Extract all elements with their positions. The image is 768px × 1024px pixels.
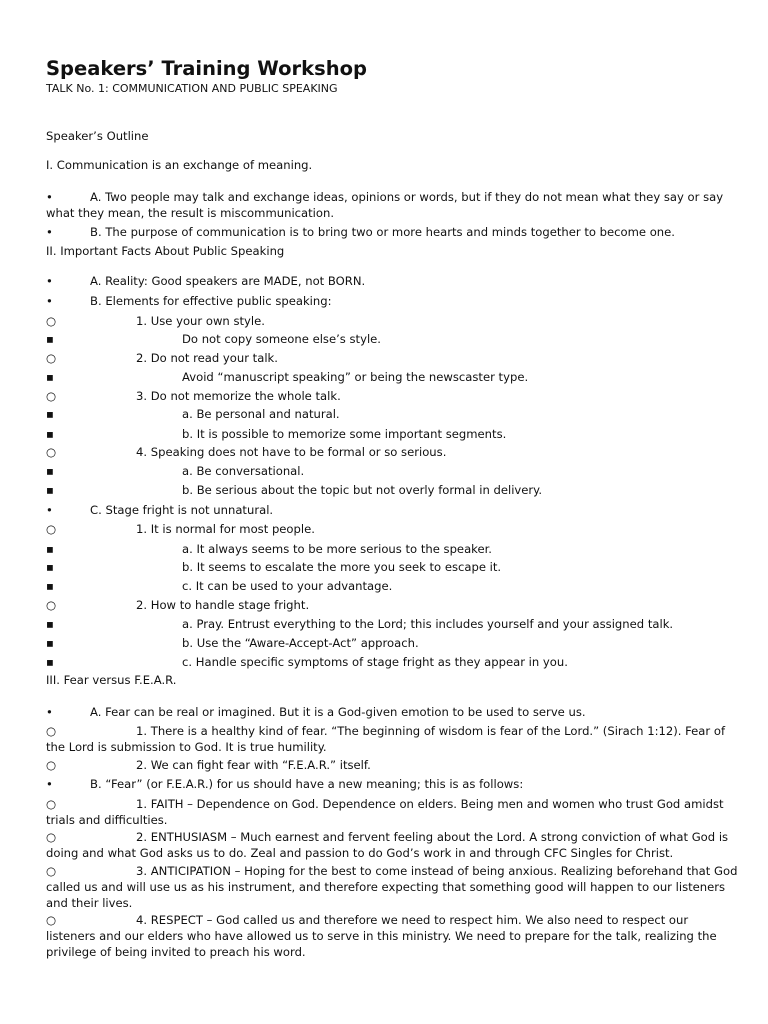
outline-item-text: B. The purpose of communication is to bring two or more hearts and minds together to become one. — [90, 225, 675, 239]
outline-item — [46, 224, 675, 240]
circle-bullet-icon: ○ — [46, 797, 57, 811]
outline-item-text: a. Be personal and natural. — [182, 407, 340, 421]
outline-item — [46, 350, 278, 366]
outline-item-continuation: and their lives. — [46, 896, 133, 910]
circle-bullet-icon: ○ — [46, 522, 57, 536]
outline-item-text: b. Use the “Aware-Accept-Act” approach. — [182, 636, 419, 650]
outline-item-text: a. Be conversational. — [182, 464, 305, 478]
outline-item — [46, 559, 501, 575]
outline-item — [46, 704, 586, 720]
outline-item-continuation: doing and what God asks us to do. Zeal and passion to do God’s work in and through CFC Singles for Christ. — [46, 846, 674, 860]
outline-item — [46, 635, 419, 651]
document-title: Speakers’ Training Workshop — [46, 57, 367, 80]
square-bullet-icon: ▪ — [46, 464, 54, 478]
outline-item — [46, 863, 737, 911]
circle-bullet-icon: ○ — [46, 758, 57, 772]
outline-item-continuation: what they mean, the result is miscommunication. — [46, 206, 335, 220]
outline-item — [46, 273, 365, 289]
outline-item — [46, 654, 568, 670]
outline-item-text: 1. It is normal for most people. — [136, 522, 315, 536]
square-bullet-icon: ▪ — [46, 370, 54, 384]
outline-item-text: 2. How to handle stage fright. — [136, 598, 310, 612]
outline-item — [46, 521, 315, 537]
outline-item-text: c. It can be used to your advantage. — [182, 579, 393, 593]
outline-item-text: A. Reality: Good speakers are MADE, not BORN. — [90, 274, 366, 288]
outline-item — [46, 128, 149, 144]
square-bullet-icon: ▪ — [46, 407, 54, 421]
outline-item-text: II. Important Facts About Public Speaking — [46, 244, 285, 258]
bullet-icon: • — [46, 274, 53, 288]
circle-bullet-icon: ○ — [46, 830, 57, 844]
outline-item — [46, 829, 728, 861]
outline-item-text: 2. ENTHUSIASM – Much earnest and fervent feeling about the Lord. A strong conviction of what God is — [136, 830, 729, 844]
outline-item — [46, 616, 673, 632]
outline-item — [46, 369, 528, 385]
circle-bullet-icon: ○ — [46, 389, 57, 403]
outline-item-text: b. It seems to escalate the more you seek to escape it. — [182, 560, 502, 574]
outline-item — [46, 757, 371, 773]
outline-item-text: 1. There is a healthy kind of fear. “The beginning of wisdom is fear of the Lord.” (Sirach 1:12). Fear of — [136, 724, 726, 738]
outline-item — [46, 502, 273, 518]
outline-item — [46, 189, 723, 221]
bullet-icon: • — [46, 705, 53, 719]
outline-item-text: 1. FAITH – Dependence on God. Dependence on elders. Being men and women who trust God amidst — [136, 797, 724, 811]
outline-item — [46, 293, 332, 309]
circle-bullet-icon: ○ — [46, 445, 57, 459]
circle-bullet-icon: ○ — [46, 314, 57, 328]
outline-item-continuation: trials and difficulties. — [46, 813, 168, 827]
outline-item-text: 3. ANTICIPATION – Hoping for the best to come instead of being anxious. Realizing beforehand that God — [136, 864, 738, 878]
outline-item-text: 2. We can fight fear with “F.E.A.R.” itself. — [136, 758, 371, 772]
circle-bullet-icon: ○ — [46, 864, 57, 878]
outline-item — [46, 776, 523, 792]
outline-item-continuation: privilege of being invited to preach his word. — [46, 945, 306, 959]
outline-item-text: 1. Use your own style. — [136, 314, 265, 328]
bullet-icon: • — [46, 777, 53, 791]
outline-item-text: B. Elements for effective public speaking: — [90, 294, 332, 308]
square-bullet-icon: ▪ — [46, 542, 54, 556]
outline-item — [46, 388, 341, 404]
outline-item — [46, 482, 542, 498]
bullet-icon: • — [46, 503, 53, 517]
outline-item-text: 4. RESPECT – God called us and therefore we need to respect him. We also need to respect our — [136, 913, 689, 927]
outline-item — [46, 426, 506, 442]
outline-item — [46, 243, 284, 259]
square-bullet-icon: ▪ — [46, 483, 54, 497]
outline-item-text: 3. Do not memorize the whole talk. — [136, 389, 341, 403]
outline-item-text: a. It always seems to be more serious to the speaker. — [182, 542, 492, 556]
outline-item-text: a. Pray. Entrust everything to the Lord; this includes yourself and your assigned talk. — [182, 617, 674, 631]
square-bullet-icon: ▪ — [46, 427, 54, 441]
outline-item — [46, 444, 446, 460]
outline-item-text: 4. Speaking does not have to be formal or so serious. — [136, 445, 447, 459]
bullet-icon: • — [46, 225, 53, 239]
outline-item-text: Speaker’s Outline — [46, 129, 149, 143]
circle-bullet-icon: ○ — [46, 913, 57, 927]
outline-item — [46, 672, 176, 688]
outline-item-continuation: called us and will use us as his instrument, and therefore expecting that something good will happen to our listeners — [46, 880, 726, 894]
document-subtitle: TALK No. 1: COMMUNICATION AND PUBLIC SPEAKING — [46, 82, 338, 95]
square-bullet-icon: ▪ — [46, 332, 54, 346]
outline-item — [46, 157, 312, 173]
bullet-icon: • — [46, 294, 53, 308]
outline-item-text: b. It is possible to memorize some important segments. — [182, 427, 507, 441]
square-bullet-icon: ▪ — [46, 617, 54, 631]
outline-item-continuation: listeners and our elders who have allowed us to serve in this ministry. We need to prepare for the talk, realizing the — [46, 929, 717, 943]
outline-item — [46, 796, 724, 828]
circle-bullet-icon: ○ — [46, 598, 57, 612]
square-bullet-icon: ▪ — [46, 655, 54, 669]
square-bullet-icon: ▪ — [46, 579, 54, 593]
outline-item — [46, 331, 381, 347]
circle-bullet-icon: ○ — [46, 351, 57, 365]
outline-item — [46, 597, 309, 613]
outline-item-text: Do not copy someone else’s style. — [182, 332, 381, 346]
outline-item — [46, 463, 304, 479]
outline-item-text: C. Stage fright is not unnatural. — [90, 503, 274, 517]
outline-item — [46, 541, 492, 557]
outline-item-text: b. Be serious about the topic but not overly formal in delivery. — [182, 483, 543, 497]
outline-item-text: I. Communication is an exchange of meaning. — [46, 158, 313, 172]
outline-item — [46, 723, 725, 755]
outline-item-text: 2. Do not read your talk. — [136, 351, 278, 365]
outline-item-text: III. Fear versus F.E.A.R. — [46, 673, 177, 687]
outline-item-text: c. Handle specific symptoms of stage fright as they appear in you. — [182, 655, 568, 669]
outline-item — [46, 578, 392, 594]
outline-item-text: Avoid “manuscript speaking” or being the newscaster type. — [182, 370, 529, 384]
outline-item — [46, 912, 717, 960]
square-bullet-icon: ▪ — [46, 636, 54, 650]
outline-item — [46, 406, 340, 422]
bullet-icon: • — [46, 190, 53, 204]
outline-item — [46, 313, 265, 329]
square-bullet-icon: ▪ — [46, 560, 54, 574]
outline-item-continuation: the Lord is submission to God. It is true humility. — [46, 740, 327, 754]
outline-item-text: A. Fear can be real or imagined. But it is a God-given emotion to be used to serve us. — [90, 705, 586, 719]
circle-bullet-icon: ○ — [46, 724, 57, 738]
outline-item-text: B. “Fear” (or F.E.A.R.) for us should have a new meaning; this is as follows: — [90, 777, 524, 791]
outline-item-text: A. Two people may talk and exchange ideas, opinions or words, but if they do not mean what they say or say — [90, 190, 724, 204]
